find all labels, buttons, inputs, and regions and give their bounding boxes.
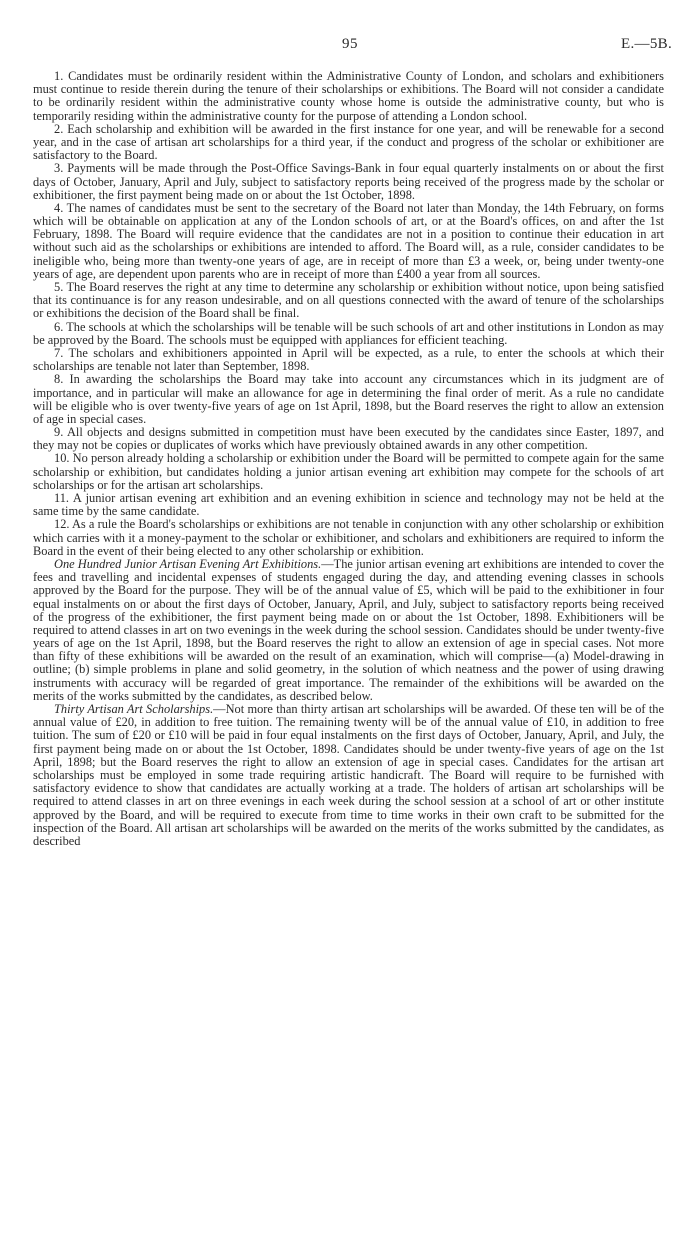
junior-artisan-exhibitions-text: —The junior artisan evening art exhibitions are intended to cover the fees and travelling and incidental expenses of students engaged during the day, and attending evening classes in schools approved by the Board for the purpose. They will be of the annual value of £5, which will be paid to the exhibitioner in four equal instalments on or about the first days of October, January, April, and July, subject to satisfactory reports being received of the progress of the exhibitioner, the first payment being made on or about the 1st October, 1898. Exhibitioners will be required to attend classes in art on two evenings in the week during the school session. Candidates should be under twenty-five years of age on the 1st April, 1898, but the Board reserves the right to allow an extension of age in special cases. Not more than fifty of these exhibitions will be awarded on the result of an examination, which will comprise—(a) Model-drawing in outline; (b) simple problems in plane and solid geometry, in the solution of which neatness and the power of using drawing instruments with accuracy will be regarded of great importance. The remainder of the exhibitions will be awarded on the merits of the works submitted by the candidates, as described below. xyxy=(33,556,664,703)
artisan-art-scholarships-text: —Not more than thirty artisan art scholarships will be awarded. Of these ten will be of the annual value of £20, in addition to free tuition. The remaining twenty will be of the annual value of £10, in addition to free tuition. The sum of £20 or £10 will be paid in four equal instalments on the first days of October, January, April, and July, the first payment being made on or about the 1st October, 1898. Candidates should be under twenty-five years of age on the 1st April, 1898; but the Board reserves the right to allow an extension of age in special cases. Candidates for the artisan art scholarships must be employed in some trade requiring artistic handicraft. The Board will require to be furnished with satisfactory evidence to show that candidates are actually working at a trade. The holders of artisan art scholarships will be required to attend classes in art on three evenings in each week during the school session at a school of art or other institute approved by the Board, and will be required to execute from time to time works in their own craft to be submitted for the inspection of the Board. All artisan art scholarships will be awarded on the merits of the works submitted by the candidates, as described xyxy=(33,702,664,848)
paragraph-8: 8. In awarding the scholarships the Board may take into account any circumstances which in its judgment are of importance, and in particular will make an allowance for age in determining the final order of merit. As a rule no candidate will be eligible who is over twenty-five years of age on 1st April, 1898, but the Board reserves the right to allow an extension of age in special cases. xyxy=(33,372,664,426)
body-text xyxy=(33,70,664,848)
document-reference: E.—5B. xyxy=(621,36,672,52)
artisan-art-scholarships-heading: Thirty Artisan Art Scholarships. xyxy=(54,702,214,716)
artisan-art-scholarships-paragraph xyxy=(33,703,664,848)
junior-artisan-exhibitions-paragraph xyxy=(33,558,664,703)
paragraph-3: 3. Payments will be made through the Post-Office Savings-Bank in four equal quarterly instalments on or about the first days of October, January, April and July, subject to satisfactory reports being received of the progress made by the scholar or exhibitioner, the first payment being made on or about the 1st October, 1898. xyxy=(33,161,664,202)
paragraph-7: 7. The scholars and exhibitioners appointed in April will be expected, as a rule, to enter the schools at which their scholarships are tenable not later than September, 1898. xyxy=(33,345,664,374)
paragraph-10: 10. No person already holding a scholarship or exhibition under the Board will be permitted to compete again for the same scholarship or exhibition, but candidates holding a junior artisan evening art exhibition may compete for the schools of art scholarships or for the artisan art scholarships. xyxy=(33,451,664,492)
junior-artisan-exhibitions-heading: One Hundred Junior Artisan Evening Art Exhibitions. xyxy=(54,556,322,571)
paragraph-12: 12. As a rule the Board's scholarships or exhibitions are not tenable in conjunction with any other scholarship or exhibition which carries with it a money-payment to the scholar or exhibitioner, and scholars and exhibitioners are required to inform the Board in the event of their being elected to any other scholarship or exhibition. xyxy=(33,517,664,558)
paragraph-5: 5. The Board reserves the right at any time to determine any scholarship or exhibition without notice, upon being satisfied that its continuance is for any reason undesirable, and on all questions connected with the award of tenure of the scholarships or exhibitions the decision of the Board shall be final. xyxy=(33,280,664,321)
page-number: 95 xyxy=(342,36,358,52)
paragraph-4: 4. The names of candidates must be sent to the secretary of the Board not later than Monday, the 14th February, on forms which will be obtainable on application at any of the London schools of art, or at the Board's offices, on and after the 1st February, 1898. The Board will require evidence that the candidates are not in a position to continue their education in art without such aid as the scholarships or exhibitions are intended to afford. The Board will, as a rule, consider candidates to be ineligible who, being more than twenty-one years of age, are in receipt of more than £3 a week, or, being under twenty-one years of age, are dependent upon parents who are in receipt of more than £400 a year from all sources. xyxy=(33,200,664,281)
paragraph-2: 2. Each scholarship and exhibition will be awarded in the first instance for one year, and will be renewable for a second year, and in the case of artisan art scholarships for a third year, if the conduct and progress of the scholar or exhibitioner are satisfactory to the Board. xyxy=(33,121,664,163)
paragraph-9: 9. All objects and designs submitted in competition must have been executed by the candidates since Easter, 1897, and they may not be copies or duplicates of works which have previously obtained awards in any other competition. xyxy=(33,425,664,453)
paragraph-1: 1. Candidates must be ordinarily resident within the Administrative County of London, and scholars and exhibitioners must continue to reside therein during the tenure of their scholarships or exhibitions. The Board will not consider a candidate to be ordinarily resident within the administrative county whose home is outside the administrative county, but who is temporarily residing within the administrative county for the purpose of attending a London school. xyxy=(33,69,664,123)
paragraph-11: 11. A junior artisan evening art exhibition and an evening exhibition in science and technology may not be held at the same time by the same candidate. xyxy=(33,491,664,519)
paragraph-6: 6. The schools at which the scholarships will be tenable will be such schools of art and other institutions in London as may be approved by the Board. The schools must be equipped with appliances for efficient teaching. xyxy=(33,319,664,347)
